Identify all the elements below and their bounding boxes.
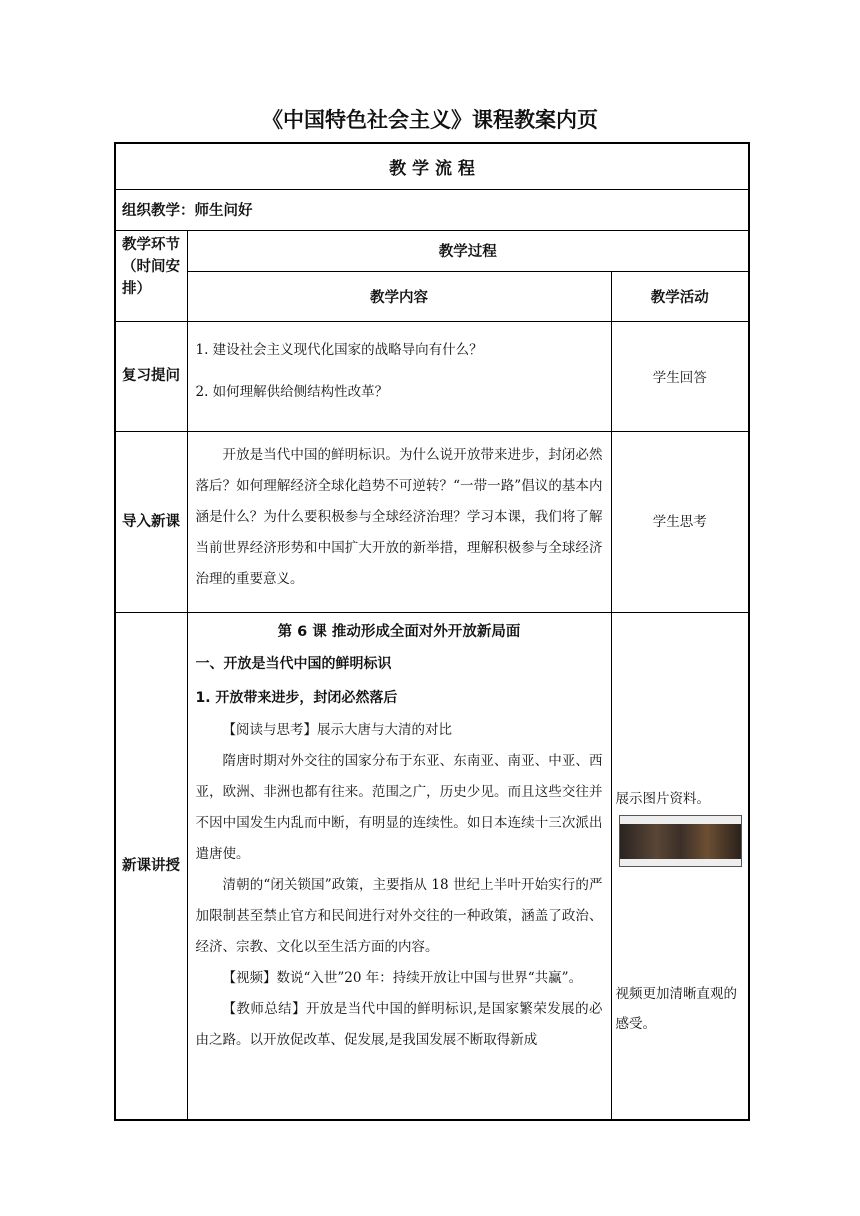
subheader-row (115, 271, 749, 321)
intro-content (187, 431, 611, 612)
lecture-activity (611, 612, 749, 1120)
tang-paragraph: 隋唐时期对外交往的国家分布于东亚、东南亚、南亚、中亚、西亚，欧洲、非洲也都有往来。范围之广，历史少见。而且这些交往并不因中国发生内乱而中断，有明显的连续性。如日本连续十三次派出遣唐使。 (195, 752, 603, 862)
summary-paragraph: 【教师总结】开放是当代中国的鲜明标识,是国家繁荣发展的必由之路。以开放促改革、促发展,是我国发展不断取得新成 (195, 1000, 603, 1048)
intro-activity: 学生思考 (611, 431, 749, 612)
video-paragraph: 【视频】数说“入世”20 年：持续开放让中国与世界“共赢”。 (222, 969, 583, 986)
section-heading: 一、开放是当代中国的鲜明标识 (195, 655, 392, 672)
organize-row (115, 189, 749, 230)
activity-header: 教学活动 (611, 271, 749, 321)
content-header: 教学内容 (187, 271, 611, 321)
stage-intro: 导入新课 (115, 431, 187, 612)
process-header-row (115, 230, 749, 271)
tang-qing-comparison-image (619, 815, 742, 867)
flow-header-row (115, 143, 749, 189)
lecture-content (187, 612, 611, 1120)
review-content (187, 321, 611, 431)
review-activity: 学生回答 (611, 321, 749, 431)
stage-lecture: 新课讲授 (115, 612, 187, 1120)
intro-text: 开放是当代中国的鲜明标识。为什么说开放带来进步，封闭必然落后？如何理解经济全球化趋势不可逆转？“一带一路”倡议的基本内涵是什么？为什么要积极参与全球经济治理？学习本课，我们将了解当前世界经济形势和中国扩大开放的新举措，理解积极参与全球经济治理的重要意义。 (195, 446, 603, 587)
stage-column-header: 教学环节（时间安排） (115, 230, 187, 321)
review-question-2: 2. 如何理解供给侧结构性改革？ (195, 383, 389, 400)
activity-video-note: 视频更加清晰直观的感受。 (615, 985, 737, 1032)
qing-paragraph: 清朝的“闭关锁国”政策，主要指从 18 世纪上半叶开始实行的严加限制甚至禁止官方和民间进行对外交往的一种政策，涵盖了政治、经济、宗教、文化以至生活方面的内容。 (195, 876, 603, 955)
stage-review: 复习提问 (115, 321, 187, 431)
subsection-heading: 1. 开放带来进步，封闭必然落后 (195, 689, 398, 706)
lesson-title: 第 6 课 推动形成全面对外开放新局面 (277, 623, 521, 640)
process-header: 教学过程 (187, 230, 749, 271)
organize-teaching: 组织教学：师生问好 (115, 189, 749, 230)
review-question-1: 1. 建设社会主义现代化国家的战略导向有什么？ (195, 341, 483, 358)
lesson-plan-table (114, 142, 750, 1121)
flow-header: 教 学 流 程 (115, 143, 749, 189)
read-think-paragraph: 【阅读与思考】展示大唐与大清的对比 (222, 721, 452, 738)
activity-show-images: 展示图片资料。 (615, 790, 710, 807)
review-row (115, 321, 749, 431)
lecture-row (115, 612, 749, 1120)
document-title: 《中国特色社会主义》课程教案内页 (262, 108, 598, 132)
intro-row (115, 431, 749, 612)
